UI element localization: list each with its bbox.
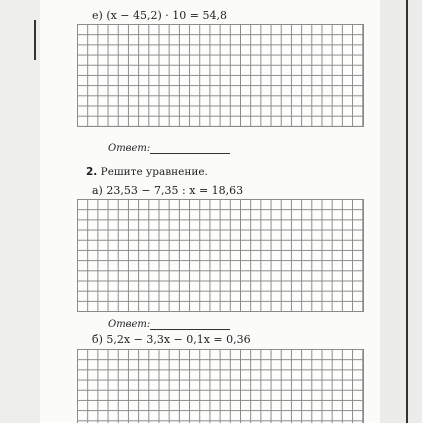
task-2-text: Решите уравнение. bbox=[100, 166, 208, 178]
problem-a-equation: 23,53 − 7,35 : x = 18,63 bbox=[106, 184, 244, 197]
right-page-edge bbox=[380, 0, 422, 423]
answer-line-a[interactable] bbox=[150, 329, 230, 330]
answer-line-e[interactable] bbox=[150, 153, 230, 154]
problem-b bbox=[92, 333, 251, 346]
answer-label-a: Ответ: bbox=[108, 319, 151, 330]
task-2-title bbox=[86, 166, 208, 178]
task-2-number: 2. bbox=[86, 166, 98, 178]
answer-grid-b[interactable] bbox=[77, 349, 364, 423]
left-page-edge bbox=[0, 0, 40, 423]
problem-a-label: а) bbox=[92, 184, 103, 197]
answer-label-e: Ответ: bbox=[108, 143, 151, 154]
problem-e-label: е) bbox=[92, 9, 103, 22]
problem-e-equation: (x − 45,2) · 10 = 54,8 bbox=[106, 9, 227, 22]
problem-e bbox=[92, 9, 227, 22]
problem-a bbox=[92, 184, 243, 197]
answer-grid-e[interactable] bbox=[77, 24, 364, 127]
answer-grid-a[interactable] bbox=[77, 199, 364, 312]
problem-b-label: б) bbox=[92, 333, 103, 346]
problem-b-equation: 5,2x − 3,3x − 0,1x = 0,36 bbox=[106, 333, 251, 346]
binding-mark bbox=[34, 20, 36, 60]
spine-line bbox=[406, 0, 408, 423]
